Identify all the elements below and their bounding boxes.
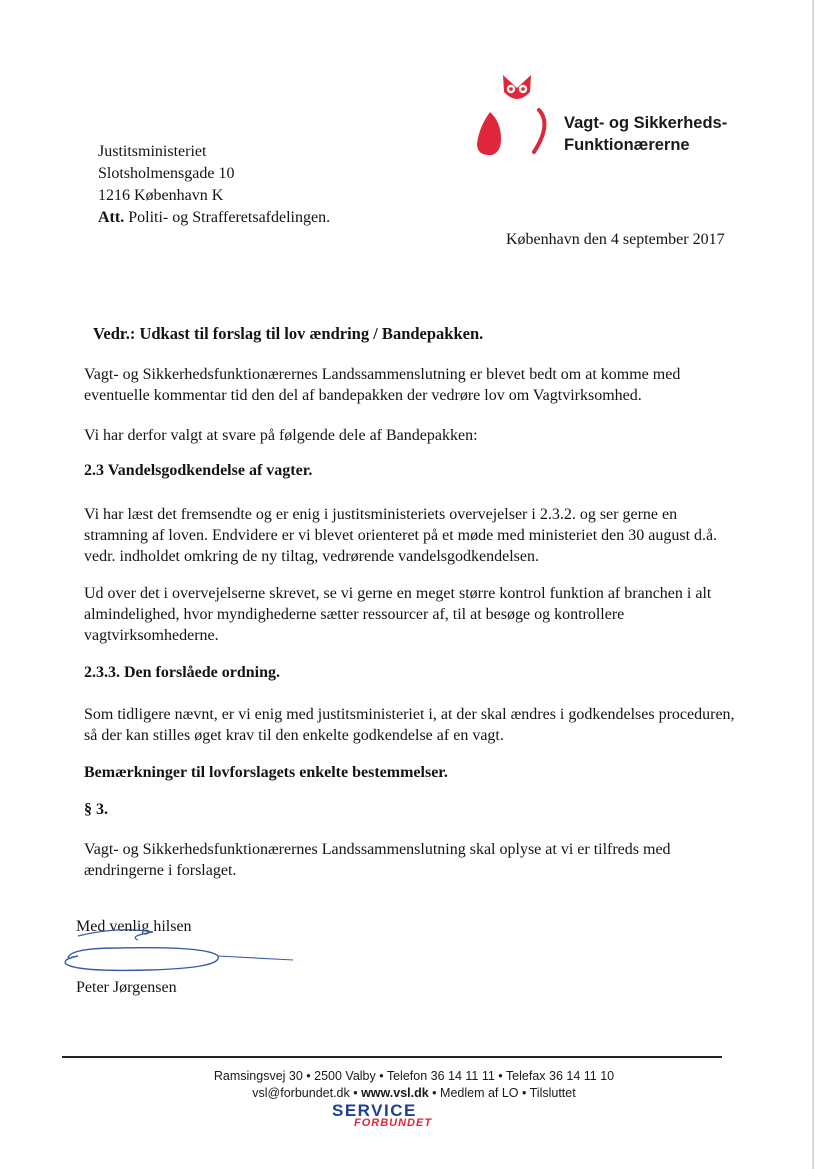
signer-name: Peter Jørgensen xyxy=(76,979,177,996)
att-text: Politi- og Strafferetsafdelingen. xyxy=(128,209,331,226)
handwritten-signature xyxy=(58,926,298,986)
att-label: Att. xyxy=(98,209,125,226)
footer-separator: • xyxy=(349,1086,362,1100)
organization-name xyxy=(564,112,727,156)
recipient-line3: 1216 København K xyxy=(98,187,224,204)
scan-edge xyxy=(812,0,814,1169)
closing-greeting: Med venlig hilsen xyxy=(76,918,192,935)
footer-membership: • Medlem af LO • Tilsluttet xyxy=(428,1086,576,1100)
brand-top-text: SERVICE xyxy=(332,1101,417,1120)
paragraph-3: Vagt- og Sikkerhedsfunktionærernes Landssammenslutning skal oplyse at vi er tilfreds med ændringerne i forslaget. xyxy=(84,841,671,879)
paragraph-intro: Vagt- og Sikkerhedsfunktionærernes Landssammenslutning er blevet bedt om at komme med eventuelle kommentar tid den del af bandepakken der vedrøre lov om Vagtvirksomhed. xyxy=(84,366,681,404)
org-name-line1: Vagt- og Sikkerheds- xyxy=(564,114,728,132)
section-heading-2-3-3: 2.3.3. Den forslåede ordning. xyxy=(84,664,280,681)
org-name-line2: Funktionærerne xyxy=(564,136,690,154)
recipient-line2: Slotsholmensgade 10 xyxy=(98,165,235,182)
section-heading-2-3: 2.3 Vandelsgodkendelse af vagter. xyxy=(84,462,313,479)
subject-line: Vedr.: Udkast til forslag til lov ændring / Bandepakken. xyxy=(93,324,484,343)
paragraph-2-3-3: Som tidligere nævnt, er vi enig med justitsministeriet i, at der skal ændres i godkendelses proceduren, så der kan stilles øget krav til den enkelte godkendelse af en vagt. xyxy=(84,706,735,744)
recipient-att xyxy=(98,207,330,229)
recipient-line1: Justitsministeriet xyxy=(98,143,207,160)
footer-email: vsl@forbundet.dk xyxy=(252,1086,350,1100)
paragraph-2-3-a: Vi har læst det fremsendte og er enig i justitsministeriets overvejelser i 2.3.2. og ser gerne en stramning af loven. Endvidere er vi blevet orienteret på et møde med ministeriet den 30 august d.å. vedr. indholdet omkring de ny tiltag, vedrørende vandelsgodkendelsen. xyxy=(84,506,718,565)
letter-date: København den 4 september 2017 xyxy=(506,231,725,248)
recipient-address xyxy=(98,141,330,229)
paragraph-scope: Vi har derfor valgt at svare på følgende dele af Bandepakken: xyxy=(84,427,478,444)
brand-bottom-text: FORBUNDET xyxy=(354,1117,433,1129)
footer-website: www.vsl.dk xyxy=(361,1086,429,1100)
footer-web-line xyxy=(0,1086,828,1100)
serviceforbundet-logo xyxy=(330,1101,450,1135)
section-heading-paragraph-3: § 3. xyxy=(84,801,108,818)
footer-divider xyxy=(62,1056,722,1058)
owl-logo-icon xyxy=(470,72,560,162)
paragraph-2-3-b: Ud over det i overvejelserne skrevet, se vi gerne en meget større kontrol funktion af branchen i alt almindelighed, hvor myndighederne sætter ressourcer af, til at besøge og kontrollere vagtvirksomhederne. xyxy=(84,585,712,644)
section-heading-remarks: Bemærkninger til lovforslagets enkelte bestemmelser. xyxy=(84,764,448,781)
footer-contact-line: Ramsingsvej 30 • 2500 Valby • Telefon 36 14 11 11 • Telefax 36 14 11 10 xyxy=(213,1069,615,1083)
